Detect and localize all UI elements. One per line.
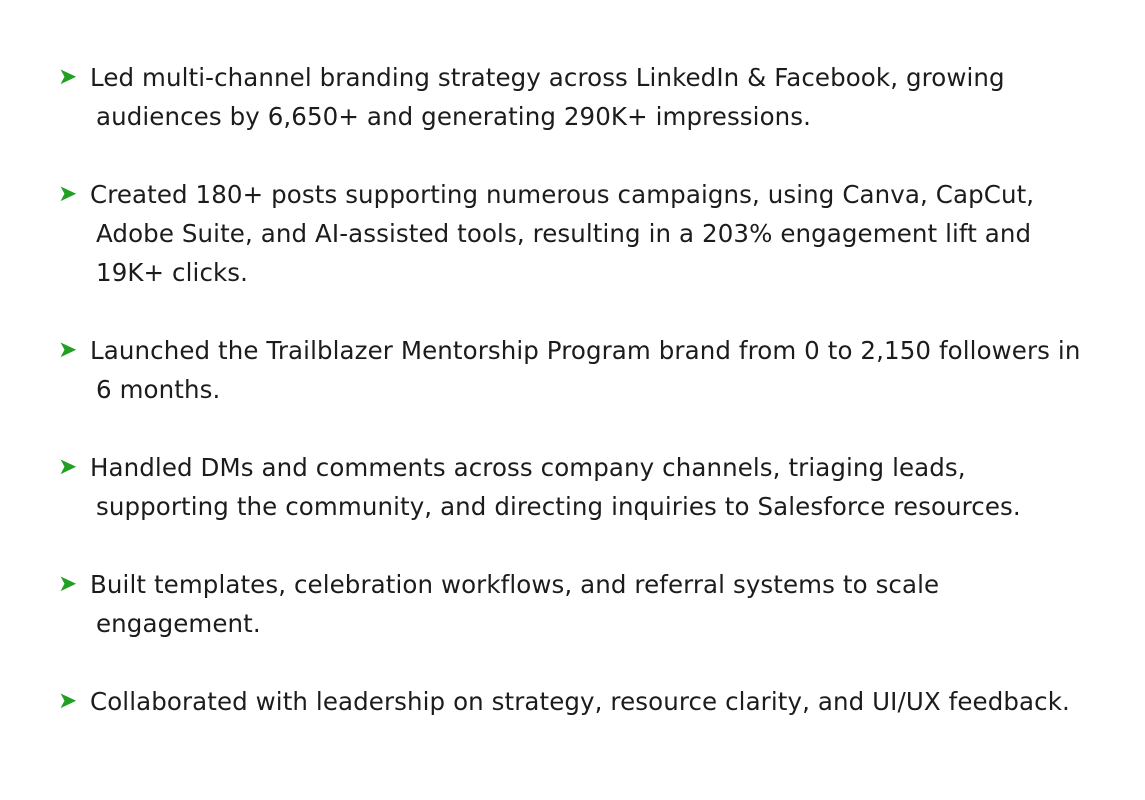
arrow-bullet-icon: ➤ xyxy=(58,688,78,714)
arrow-bullet-icon: ➤ xyxy=(58,337,78,363)
achievement-bullet-list xyxy=(56,58,1085,721)
list-item xyxy=(56,175,1085,292)
arrow-bullet-icon: ➤ xyxy=(58,571,78,597)
list-item xyxy=(56,682,1085,721)
list-item xyxy=(56,448,1085,526)
list-item xyxy=(56,331,1085,409)
list-item-text: Created 180+ posts supporting numerous campaigns, using Canva, CapCut, Adobe Suite, and AI-assisted tools, resulting in a 203% engagement lift and 19K+ clicks. xyxy=(90,180,1035,287)
arrow-bullet-icon: ➤ xyxy=(58,181,78,207)
list-item xyxy=(56,58,1085,136)
list-item-text: Launched the Trailblazer Mentorship Program brand from 0 to 2,150 followers in 6 months. xyxy=(90,336,1081,404)
arrow-bullet-icon: ➤ xyxy=(58,454,78,480)
list-item xyxy=(56,565,1085,643)
list-item-text: Led multi-channel branding strategy across LinkedIn & Facebook, growing audiences by 6,650+ and generating 290K+ impressions. xyxy=(90,63,1005,131)
list-item-text: Collaborated with leadership on strategy, resource clarity, and UI/UX feedback. xyxy=(90,687,1070,716)
list-item-text: Handled DMs and comments across company channels, triaging leads, supporting the community, and directing inquiries to Salesforce resources. xyxy=(90,453,1021,521)
arrow-bullet-icon: ➤ xyxy=(58,64,78,90)
list-item-text: Built templates, celebration workflows, and referral systems to scale engagement. xyxy=(90,570,940,638)
